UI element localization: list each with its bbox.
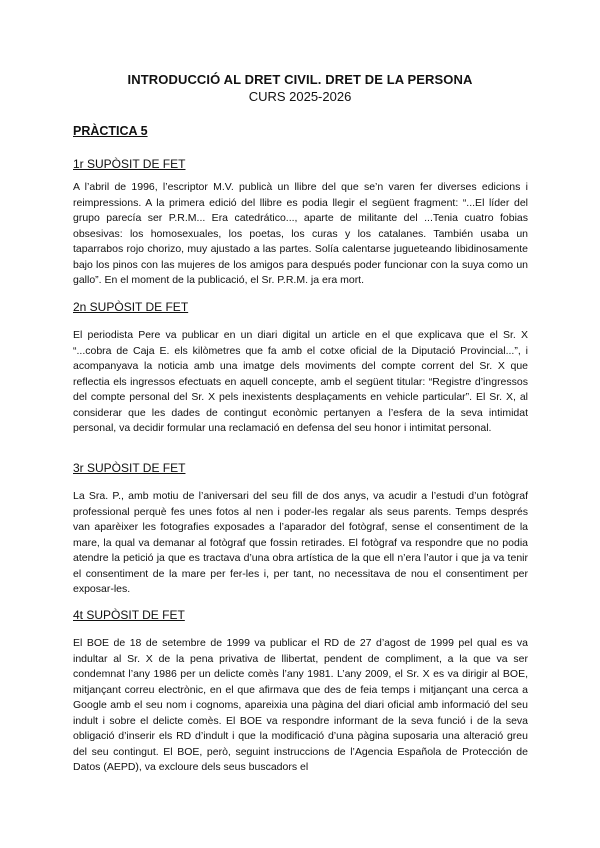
case-1-heading: 1r SUPÒSIT DE FET bbox=[73, 157, 186, 171]
document-subtitle: CURS 2025-2026 bbox=[248, 89, 352, 104]
case-2-text: El periodista Pere va publicar en un diari digital un article en el que explicava que el Sr. X “...cobra de Caja E. els kilòmetres que fa amb el cotxe oficial de la Diputació Provincial...”, i acompanyava la noticia amb una imatge dels moviments del compte corrent del Sr. X que reflectia els ingressos efectuats en aquell concepte, amb el següent titular: “Registre d’ingressos del compte personal del Sr. X pels inexistents desplaçaments en vehicle particular”. El Sr. X, al considerar que les dades de contingut econòmic pertanyen a l’esfera de la seva intimidat personal, va decidir formular una reclamació en defensa del seu honor i intimitat personal. bbox=[73, 329, 528, 434]
document-title: INTRODUCCIÓ AL DRET CIVIL. DRET DE LA PERSONA bbox=[127, 72, 473, 87]
case-3-text: La Sra. P., amb motiu de l’aniversari del seu fill de dos anys, va acudir a l’estudi d’un fotògraf professional perquè fes unes fotos al nen i poder-les regalar als seus parents. Temps després van aparèixer les fotografies exposades a l’aparador del fotògraf, sense el consentiment de la mare, la qual va demanar al fotògraf que fossin retirades. El fotògraf va respondre que no podia atendre la petició ja que es tractava d’una obra artística de la que ell n’era l’autor i que ja va tenir el consentiment de la mare per fer-les i, per tant, no necessitava de nou el consentiment per exposar-les. bbox=[73, 490, 528, 595]
case-2-heading: 2n SUPÒSIT DE FET bbox=[73, 300, 189, 314]
case-4-heading: 4t SUPÒSIT DE FET bbox=[73, 608, 185, 622]
practice-title: PRÀCTICA 5 bbox=[73, 124, 148, 138]
case-3-heading: 3r SUPÒSIT DE FET bbox=[73, 461, 186, 475]
case-1-text: A l’abril de 1996, l’escriptor M.V. publicà un llibre del que se’n varen fer diverses edicions i reimpressions. A la primera edició del llibre es podia llegir el següent fragment: “...El líder del grupo parecía ser P.R.M... Era catedrático..., aparte de militante del ...Tenia cuatro fobias obsesivas: los homosexuales, los poetas, los curas y los catalanes. También usaba un taparrabos rojo chorizo, muy ajustado a las partes. Solía calentarse jugueteando libidinosamente bajo los pinos con las mujeres de los amigos para después poder funcionar con la suya como un gallo”. En el moment de la publicació, el Sr. P.R.M. ja era mort. bbox=[73, 181, 528, 286]
case-4-text: El BOE de 18 de setembre de 1999 va publicar el RD de 27 d’agost de 1999 pel qual es va indultar al Sr. X de la pena privativa de llibertat, pendent de compliment, a la que va ser condemnat l’any 1986 per un delicte comès l’any 1981. L’any 2009, el Sr. X es va dirigir al BOE, mitjançant correu electrònic, en el que afirmava que des de feia temps i mitjançant una cerca a Google amb el seu nom i cognoms, apareixia una pàgina del diari oficial amb informació del seu indult i sobre el delicte comès. El BOE va respondre informant de la seva funció i de la seva obligació d’inserir els RD d’indult i que la modificació d’una pàgina suposaria una alteració greu del seu contingut. El BOE, però, seguint instruccions de l’Agencia Española de Protección de Datos (AEPD), va excloure dels seus buscadors el bbox=[73, 637, 528, 773]
